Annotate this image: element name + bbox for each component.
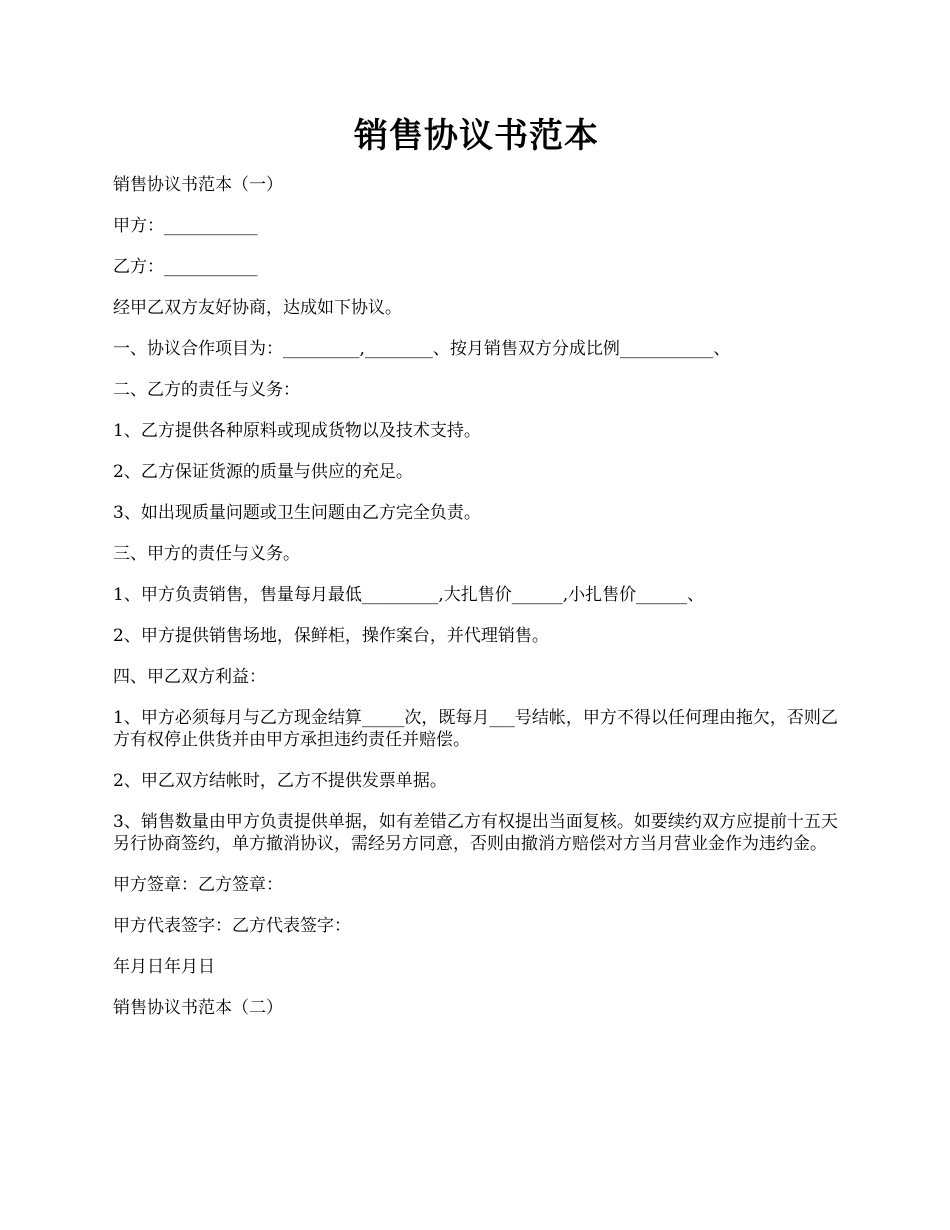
clause-benefits-item-1: 1、甲方必须每月与乙方现金结算_____次，既每月___号结帐，甲方不得以任何理由拖欠，否则乙方有权停止供货并由甲方承担违约责任并赔偿。 — [113, 708, 838, 750]
party-b-line: 乙方：___________ — [113, 257, 258, 277]
signature-seal-line: 甲方签章：乙方签章： — [113, 875, 283, 895]
signature-date-line: 年月日年月日 — [113, 957, 215, 977]
clause-party-b-item-1: 1、乙方提供各种原料或现成货物以及技术支持。 — [113, 421, 481, 441]
clause-benefits-item-2: 2、甲乙双方结帐时，乙方不提供发票单据。 — [113, 771, 447, 791]
party-a-line: 甲方：___________ — [113, 216, 258, 236]
clause-party-b-item-2: 2、乙方保证货源的质量与供应的充足。 — [113, 462, 413, 482]
clause-party-b-item-3: 3、如出现质量问题或卫生问题由乙方完全负责。 — [113, 503, 481, 523]
clause-project: 一、协议合作项目为：_________,________、按月销售双方分成比例___________、 — [113, 339, 731, 359]
clause-party-a-item-2: 2、甲方提供销售场地，保鲜柜，操作案台，并代理销售。 — [113, 626, 549, 646]
document-title: 销售协议书范本 — [354, 116, 599, 156]
clause-party-a-heading: 三、甲方的责任与义务。 — [113, 544, 300, 564]
clause-party-b-heading: 二、乙方的责任与义务： — [113, 380, 300, 400]
intro-paragraph: 经甲乙双方友好协商，达成如下协议。 — [113, 298, 402, 318]
clause-party-a-item-1: 1、甲方负责销售，售量每月最低_________,大扎售价______,小扎售价______、 — [113, 585, 705, 605]
clause-benefits-heading: 四、甲乙双方利益： — [113, 667, 266, 687]
section-heading-one: 销售协议书范本（一） — [113, 175, 283, 195]
clause-benefits-item-3: 3、销售数量由甲方负责提供单据，如有差错乙方有权提出当面复核。如要续约双方应提前十五天另行协商签约，单方撤消协议，需经另方同意，否则由撤消方赔偿对方当月营业金作为违约金。 — [113, 812, 838, 854]
signature-representative-line: 甲方代表签字：乙方代表签字： — [113, 916, 351, 936]
section-heading-two: 销售协议书范本（二） — [113, 998, 283, 1018]
